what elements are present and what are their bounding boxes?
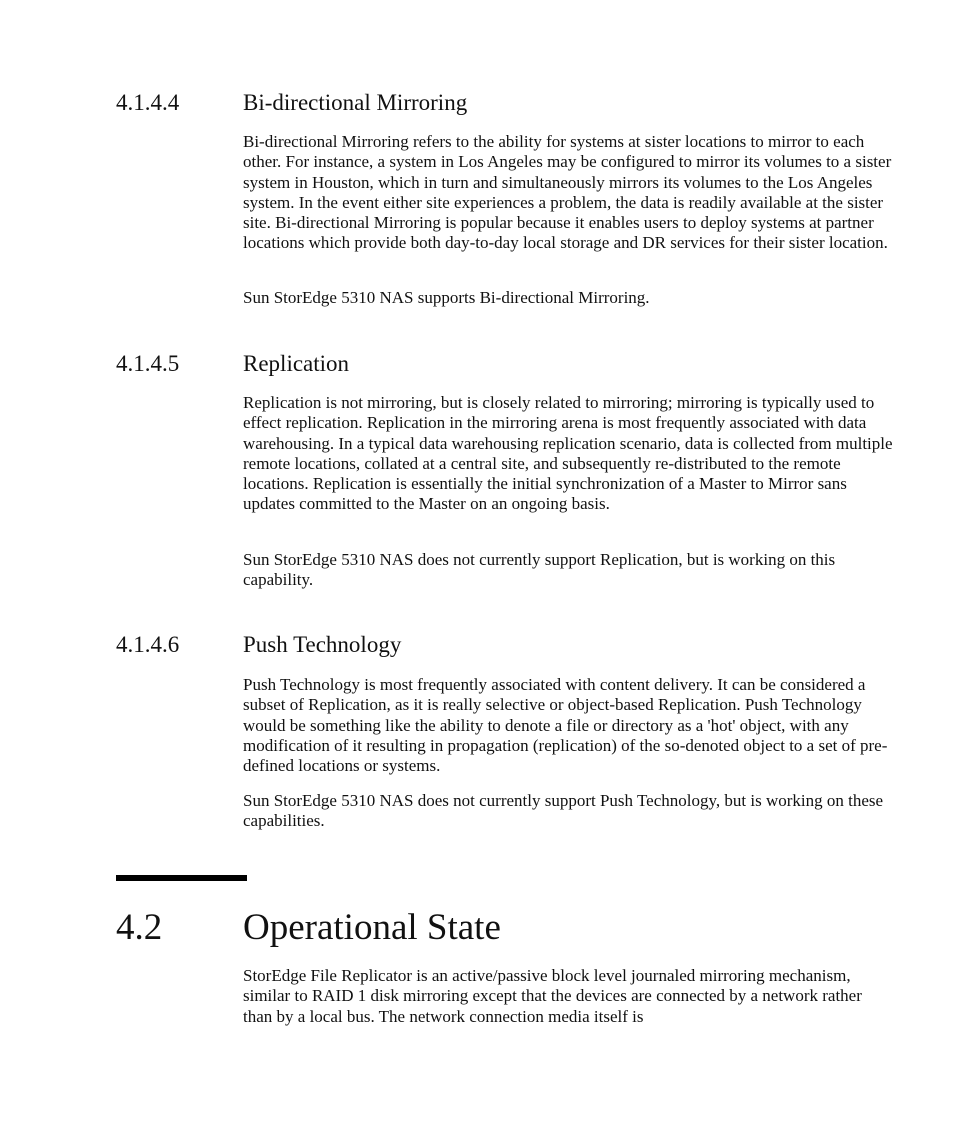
section-heading: Bi-directional Mirroring xyxy=(243,90,468,115)
paragraph: Sun StorEdge 5310 NAS does not currently support Push Technology, but is working on these capabilities. xyxy=(243,791,884,831)
section-heading: Push Technology xyxy=(243,632,402,657)
section-divider-rule xyxy=(116,875,247,881)
main-section-heading: Operational State xyxy=(243,907,501,948)
section-number: 4.1.4.5 xyxy=(116,351,180,376)
paragraph: Replication is not mirroring, but is closely related to mirroring; mirroring is typically used to effect replication. Replication in the mirroring arena is most frequently associated with data warehousing. In a typical data warehousing replication scenario, data is collected from multiple remote locations, collated at a central site, and subsequently re-distributed to the remote locations. Replication is essentially the initial synchronization of a Master to Mirror sans updates committed to the Master on an ongoing basis. xyxy=(243,393,893,514)
section-number: 4.1.4.6 xyxy=(116,632,180,657)
paragraph: Sun StorEdge 5310 NAS does not currently support Replication, but is working on this capability. xyxy=(243,550,836,590)
paragraph: StorEdge File Replicator is an active/passive block level journaled mirroring mechanism, similar to RAID 1 disk mirroring except that the devices are connected by a network rather than by a local bus. The network connection media itself is xyxy=(243,966,862,1026)
paragraph: Bi-directional Mirroring refers to the ability for systems at sister locations to mirror to each other. For instance, a system in Los Angeles may be configured to mirror its volumes to a sister system in Houston, which in turn and simultaneously mirrors its volumes to the Los Angeles system. In the event either site experiences a problem, the data is readily available at the sister site. Bi-directional Mirroring is popular because it enables users to deploy systems at partner locations which provide both day-to-day local storage and DR services for their sister location. xyxy=(243,132,892,253)
section-number: 4.1.4.4 xyxy=(116,90,180,115)
paragraph: Push Technology is most frequently associated with content delivery. It can be considered a subset of Replication, as it is really selective or object-based Replication. Push Technology would be something like the ability to denote a file or directory as a 'hot' object, with any modification of it resulting in propagation (replication) of the so-denoted object to a set of pre-defined locations or systems. xyxy=(243,675,888,776)
section-heading: Replication xyxy=(243,351,350,376)
paragraph: Sun StorEdge 5310 NAS supports Bi-directional Mirroring. xyxy=(243,288,650,307)
main-section-number: 4.2 xyxy=(116,907,163,948)
